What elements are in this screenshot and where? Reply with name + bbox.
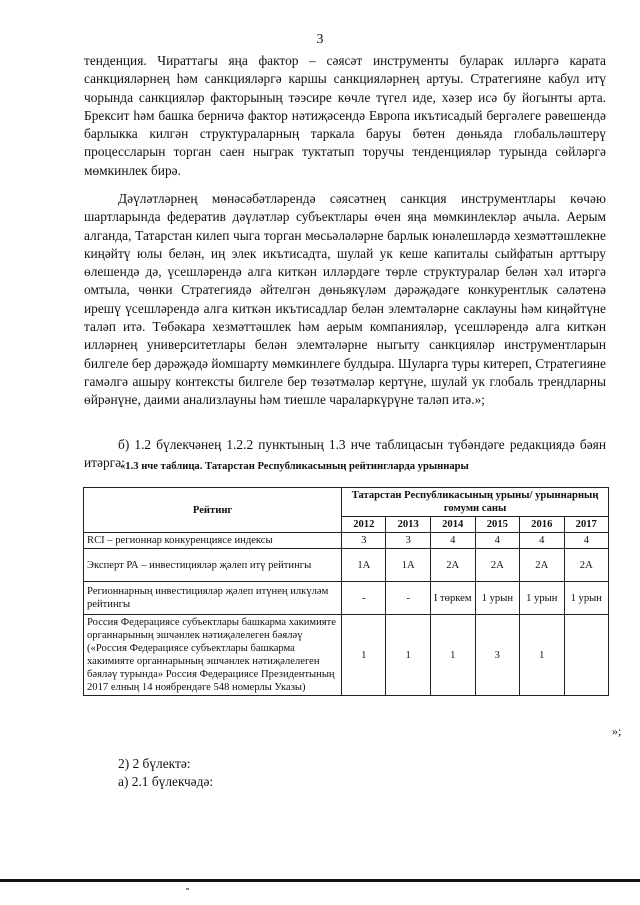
scan-speck bbox=[186, 888, 189, 890]
year-2017: 2017 bbox=[564, 517, 609, 533]
paragraph-sanctions: Дәүләтләрнең мөнәсәбәтләрендә сәясәтнең санкция инструментлары көчәю шартларында федератив дәүләтләр субъектлары өчен яңа мөмкинлекләр ачыла. Аерым алганда, Татарстан килеп чыга торган мөсьәләләрне барлык юнәлешләрдә хезмәттәшлекне киңәйтү юлы белән, иң элек икътисадта, шулай ук кеше капиталы сыйфатын арттыру өлешендә дә, үсешләрендә алга киткән илләрдәге төрле структуралар белән хәл итәргә омтыла, чөнки Стратегиядә әйтелгән дөньякүләм дәрәҗәдәге конкурентлык сәләтенә ирешү үсешләрендә алга киткән икътисадлар белән элемтәләрне саклауны һәм киңәйтүне таләп итә. Төбәкара хезмәттәшлек һәм аерым компанияләр, үсешләрендә алга киткән илләрнең университетлары белән элемтәләрне ныгыту санкцияләр инструментларын билгеле бер дәрәҗәдә йомшарту мөмкинлеге булдыра. Шуларга туры китереп, Стратегияне гамәлгә ашыру контексты билгеле бер төзәтмәләр кертүне, шулай ук глобаль трендларны өйрәнүне, даими анализлауны һәм тиешле чараларкүрүне таләп итә.»; bbox=[84, 191, 606, 408]
row-value: 4 bbox=[520, 533, 564, 549]
header-rating: Рейтинг bbox=[84, 488, 342, 533]
paragraph-table-instruction: б) 1.2 бүлекчәнең 1.2.2 пунктының 1.3 нче таблицасын түбәндәге редакциядә бәян итәргә: bbox=[84, 437, 606, 471]
row-value: 1 урын bbox=[520, 582, 564, 615]
row-value: 1 bbox=[386, 615, 430, 696]
row-value: 4 bbox=[430, 533, 475, 549]
list-item: 2) 2 бүлектә: bbox=[118, 756, 191, 771]
list-item: а) 2.1 бүлекчәдә: bbox=[118, 774, 214, 789]
row-value: 2А bbox=[430, 549, 475, 582]
table-row bbox=[84, 549, 609, 582]
row-value: 3 bbox=[386, 533, 430, 549]
table-row bbox=[84, 582, 609, 615]
row-value: 1А bbox=[342, 549, 386, 582]
table-row bbox=[84, 533, 609, 549]
row-value bbox=[564, 615, 609, 696]
row-value: I төркем bbox=[430, 582, 475, 615]
row-name: Регионнарның инвестицияләр җәлеп итүнең илкүләм рейтингы bbox=[84, 582, 342, 615]
row-value: 1 bbox=[430, 615, 475, 696]
year-2016: 2016 bbox=[520, 517, 564, 533]
table-title: «1.3 нче таблица. Татарстан Республикасының рейтингларда урыннары bbox=[120, 461, 469, 472]
year-2012: 2012 bbox=[342, 517, 386, 533]
scan-edge-rule bbox=[0, 879, 640, 882]
year-2015: 2015 bbox=[475, 517, 519, 533]
year-2014: 2014 bbox=[430, 517, 475, 533]
row-value: 1 bbox=[342, 615, 386, 696]
page-number: 3 bbox=[316, 32, 324, 47]
row-value: 4 bbox=[564, 533, 609, 549]
table-row bbox=[84, 615, 609, 696]
year-2013: 2013 bbox=[386, 517, 430, 533]
table-closing-mark: »; bbox=[612, 724, 622, 738]
row-value: 1А bbox=[386, 549, 430, 582]
header-group: Татарстан Республикасының урыны/ урыннарның гомуми саны bbox=[342, 488, 609, 517]
paragraph-tendency: тенденция. Чираттагы яңа фактор – сәясәт инструменты буларак илләргә карата санкцияләрнең һәм санкцияләргә каршы санкцияләрнең артуы. Стратегияне кабул итү чорында санкцияләр факторының тәэсире көчле түгел иде, хәзер исә бу йогынты арта. Брексит һәм башка берничә фактор нәтиҗәсендә Европа икътисадый бергәлеге рәвешендә барлыкка килгән структураларның таркала баруы бөтен дөньяда глобальләштерү процессларын торган саен ныграк туктатып торучы тенденцияләр турында сөйләргә мөмкинлек бирә. bbox=[84, 53, 606, 178]
row-value: 1 урын bbox=[475, 582, 519, 615]
row-value: - bbox=[342, 582, 386, 615]
table-header-row bbox=[84, 488, 609, 517]
row-name: RCI – регионнар конкуренциясе индексы bbox=[84, 533, 342, 549]
row-value: 3 bbox=[475, 615, 519, 696]
row-value: - bbox=[386, 582, 430, 615]
row-value: 4 bbox=[475, 533, 519, 549]
row-name: Эксперт РА – инвестицияләр җәлеп итү рейтингы bbox=[84, 549, 342, 582]
row-name: Россия Федерациясе субъектлары башкарма хакимияте органнарының эшчәнлек нәтиҗәлелеген бәяләү («Россия Федерациясе субъектлары башкарма хакимияте органнарының эшчәнлек нәтиҗәлелеген бәяләү турында» Россия Федерациясе Президентының 2017 елның 14 ноябрендәге 548 номерлы Указы) bbox=[84, 615, 342, 696]
ratings-table bbox=[83, 487, 609, 696]
row-value: 3 bbox=[342, 533, 386, 549]
row-value: 2А bbox=[564, 549, 609, 582]
row-value: 2А bbox=[520, 549, 564, 582]
row-value: 1 bbox=[520, 615, 564, 696]
row-value: 1 урын bbox=[564, 582, 609, 615]
row-value: 2А bbox=[475, 549, 519, 582]
